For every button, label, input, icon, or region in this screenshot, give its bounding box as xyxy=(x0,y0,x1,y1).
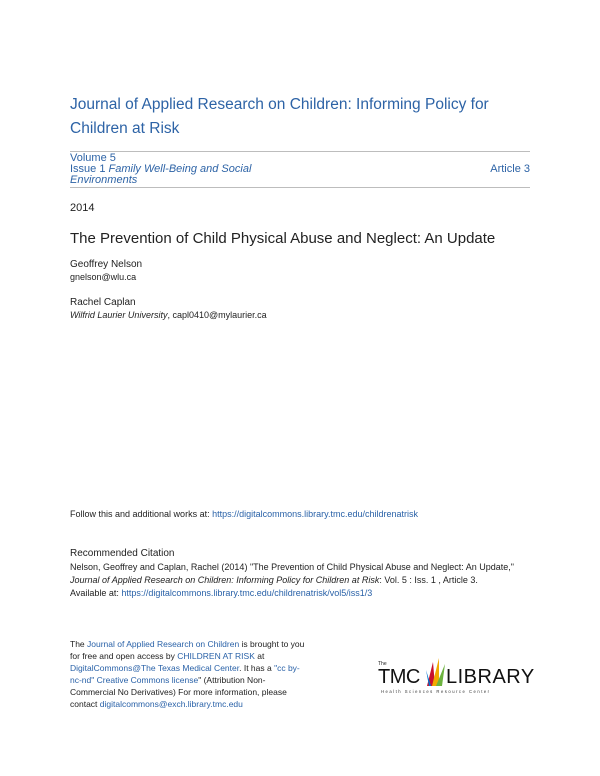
available-label: Available at: xyxy=(70,588,122,598)
footer-text-3: at xyxy=(254,651,265,661)
publication-year: 2014 xyxy=(70,202,95,214)
issue-name: Family Well-Being and Social Environments xyxy=(70,163,252,186)
citation-text: Nelson, Geoffrey and Caplan, Rachel (2014) "The Prevention of Child Physical Abuse and Neglect: An Update," xyxy=(70,562,514,572)
logo-tmc: TMC xyxy=(378,666,420,688)
author-2-email: capl0410@mylaurier.ca xyxy=(172,310,267,320)
available-link[interactable]: https://digitalcommons.library.tmc.edu/childrenatrisk/vol5/iss1/3 xyxy=(121,588,373,598)
follow-text: Follow this and additional works at: xyxy=(70,509,213,519)
tmc-library-logo[interactable] xyxy=(378,656,535,700)
footer-license-link[interactable]: "cc by-nc-nd" Creative Commons license xyxy=(70,663,300,685)
author-2-affiliation: Wilfrid Laurier University xyxy=(70,310,168,320)
issue-link[interactable] xyxy=(70,164,290,186)
author-2-name: Rachel Caplan xyxy=(70,297,136,308)
footer-note xyxy=(70,638,305,710)
author-2 xyxy=(70,296,267,322)
journal-title[interactable]: Journal of Applied Research on Children: Informing Policy for Children at Risk xyxy=(70,96,489,137)
author-1 xyxy=(70,258,142,284)
volume-link[interactable]: Volume 5 xyxy=(70,152,116,164)
footer-email-link[interactable]: digitalcommons@exch.library.tmc.edu xyxy=(99,699,243,709)
author-2-affiliation-line: Wilfrid Laurier University, capl0410@mylaurier.ca xyxy=(70,310,267,320)
divider-bottom xyxy=(70,187,530,188)
citation-body xyxy=(70,561,530,600)
author-1-email: gnelson@wlu.ca xyxy=(70,272,137,282)
footer-text-1: The xyxy=(70,639,88,649)
follow-link[interactable]: https://digitalcommons.library.tmc.edu/childrenatrisk xyxy=(212,509,418,519)
article-link[interactable]: Article 3 xyxy=(490,163,530,175)
logo-the: The xyxy=(378,661,387,667)
logo-flame-icon xyxy=(424,656,446,688)
logo-library: LIBRARY xyxy=(446,666,535,688)
citation-heading: Recommended Citation xyxy=(70,548,175,559)
footer-text-2: is brought to you for free and open access by xyxy=(70,639,305,661)
follow-line xyxy=(70,509,418,519)
footer-journal-link[interactable]: Journal of Applied Research on Children xyxy=(87,639,240,649)
author-1-name: Geoffrey Nelson xyxy=(70,259,143,270)
footer-text-4: . It has a xyxy=(239,663,275,673)
logo-tagline: Health Sciences Resource Center xyxy=(381,689,491,694)
footer-dc-link[interactable]: DigitalCommons@The Texas Medical Center xyxy=(70,663,240,673)
paper-title: The Prevention of Child Physical Abuse and Neglect: An Update xyxy=(70,230,496,247)
footer-car-link[interactable]: CHILDREN AT RISK xyxy=(177,651,255,661)
citation-journal: Journal of Applied Research on Children: Informing Policy for Children at Risk xyxy=(70,575,380,585)
issue-number: Issue 1 xyxy=(70,163,106,175)
footer-text-5: " (Attribution Non-Commercial No Derivatives) For more information, please contact xyxy=(70,675,287,709)
divider-top xyxy=(70,151,530,152)
citation-volume: : Vol. 5 : Iss. 1 , Article 3. xyxy=(379,575,478,585)
